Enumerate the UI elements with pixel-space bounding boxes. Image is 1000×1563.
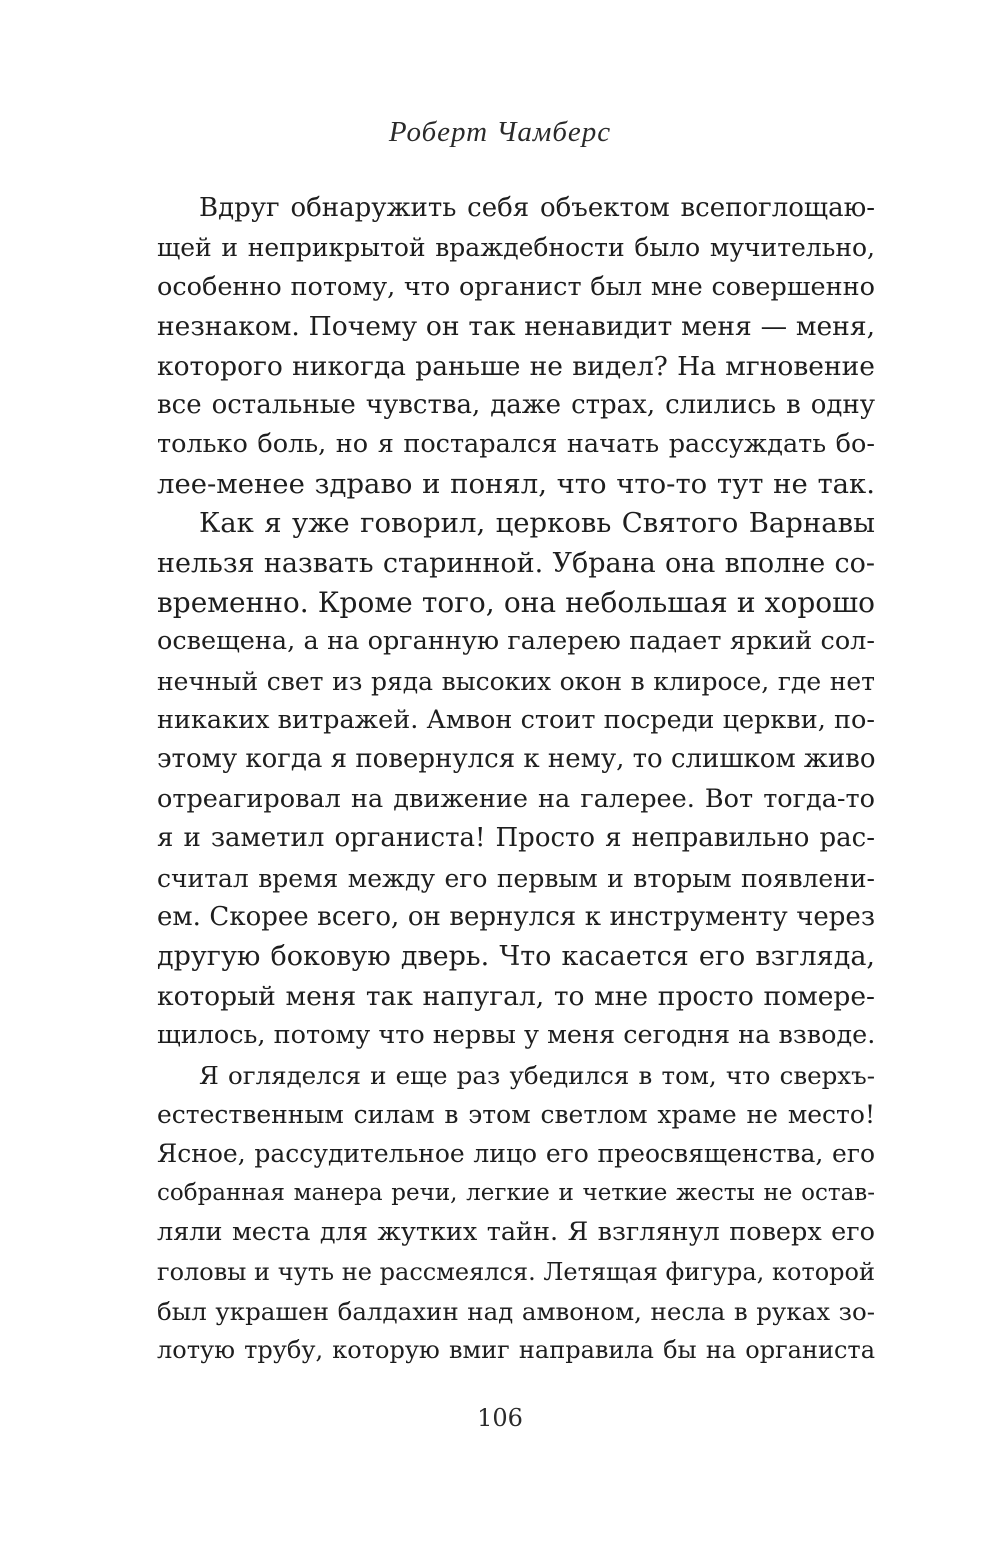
text-line: нельзя назвать старинной. Убрана она вполне со- — [157, 547, 875, 579]
text-line: головы и чуть не рассмеялся. Летящая фигура, которой — [157, 1257, 875, 1286]
text-line: незнаком. Почему он так ненавидит меня — меня, — [157, 311, 875, 343]
paragraph-first-line: Я огляделся и еще раз убедился в том, что сверхъ- — [199, 1060, 875, 1090]
text-line: ляли места для жутких тайн. Я взглянул поверх его — [157, 1217, 875, 1248]
text-line: никаких витражей. Амвон стоит посреди церкви, по- — [157, 705, 875, 736]
text-line: я и заметил органиста! Просто я неправильно рас- — [157, 823, 875, 854]
text-line: ем. Скорее всего, он вернулся к инструменту через — [157, 902, 875, 933]
text-line: считал время между его первым и вторым появлени- — [157, 863, 875, 893]
text-line: собранная манера речи, легкие и четкие жесты не остав- — [157, 1179, 875, 1206]
body-text — [157, 189, 875, 1371]
text-line: все остальные чувства, даже страх, слились в одну — [157, 389, 875, 420]
text-line: которого никогда раньше не видел? На мгновение — [157, 350, 875, 382]
text-line: только боль, но я постарался начать рассуждать бо- — [157, 429, 875, 460]
running-head-author: Роберт Чамберс — [388, 116, 612, 148]
text-line: лее-менее здраво и понял, что что-то тут не так. — [157, 467, 875, 500]
text-line: лотую трубу, которую вмиг направила бы на органиста — [157, 1336, 875, 1365]
text-line: нечный свет из ряда высоких окон в клиросе, где нет — [157, 666, 875, 696]
text-line: освещена, а на органную галерею падает яркий сол- — [157, 626, 875, 657]
text-line: этому когда я повернулся к нему, то слишком живо — [157, 744, 875, 775]
text-line: щей и неприкрытой враждебности было мучительно, — [157, 233, 875, 263]
text-line: другую боковую дверь. Что касается его взгляда, — [157, 941, 875, 973]
text-line: Ясное, рассудительное лицо его преосвященства, его — [157, 1139, 875, 1169]
text-line: был украшен балдахин над амвоном, несла в руках зо- — [157, 1296, 875, 1326]
paragraph-first-line: Как я уже говорил, церковь Святого Варнавы — [199, 507, 875, 540]
text-line: особенно потому, что органист был мне совершенно — [157, 271, 875, 302]
text-line: щилось, потому что нервы у меня сегодня на взводе. — [157, 1020, 875, 1051]
text-line: временно. Кроме того, она небольшая и хорошо — [157, 585, 875, 619]
paragraph-first-line: Вдруг обнаружить себя объектом всепоглощаю- — [199, 193, 875, 223]
text-line: отреагировал на движение на галерее. Вот тогда-то — [157, 783, 875, 814]
text-line: который меня так напугал, то мне просто помере- — [157, 980, 875, 1012]
page-number: 106 — [477, 1404, 523, 1432]
text-line: естественным силам в этом светлом храме не место! — [157, 1099, 875, 1129]
